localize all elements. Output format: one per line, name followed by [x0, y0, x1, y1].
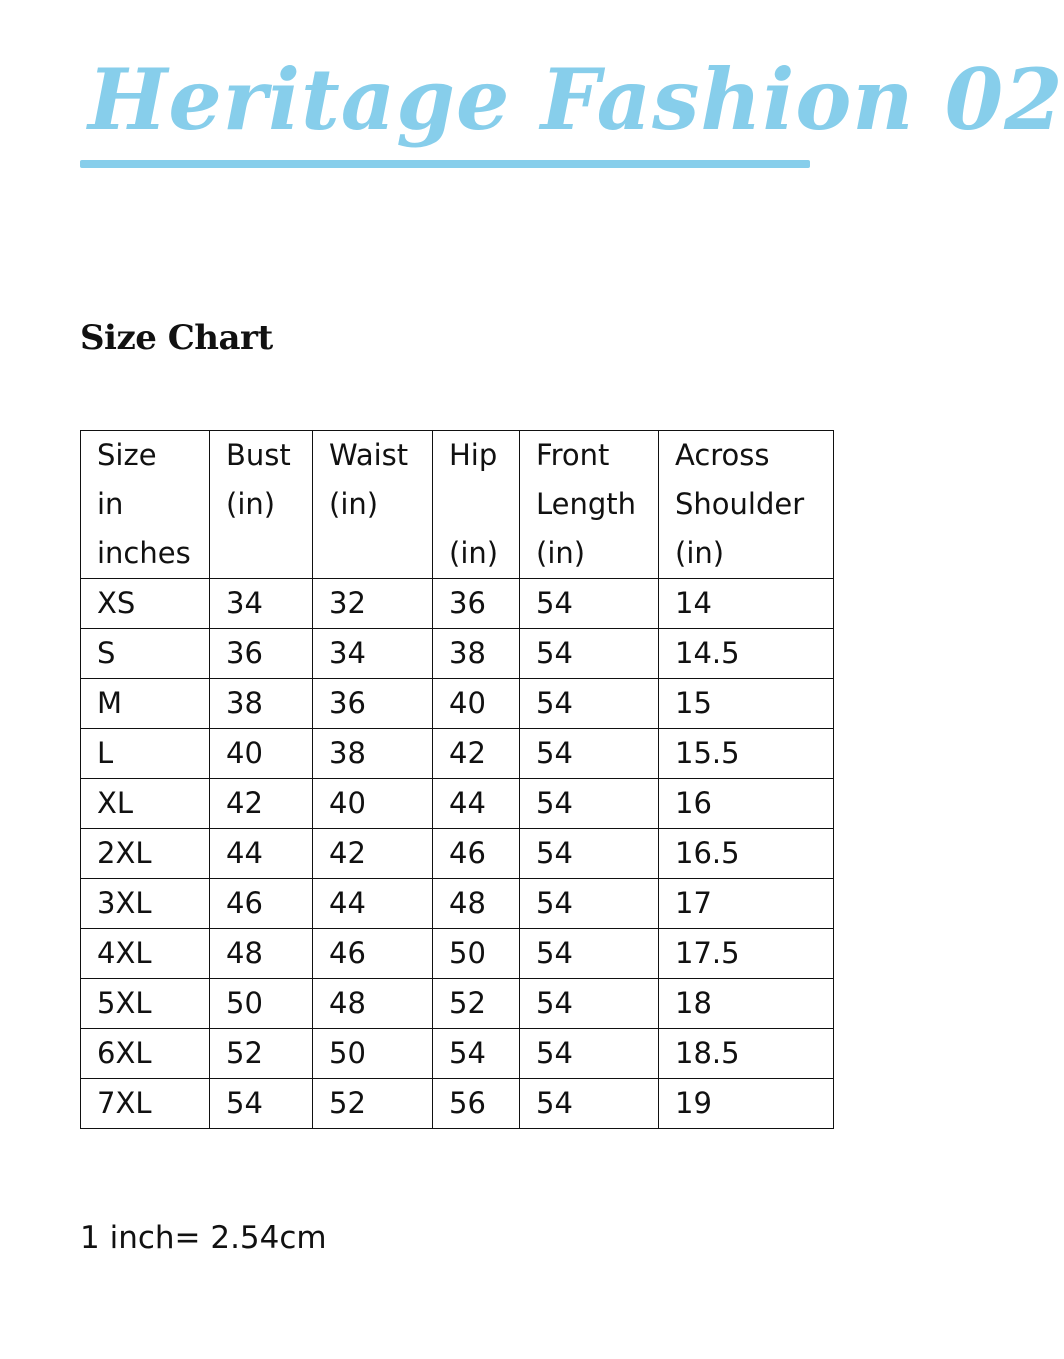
table-cell-hip: 54	[433, 1029, 520, 1079]
column-header-line: Size	[97, 438, 157, 472]
table-cell-across-shoulder: 14	[659, 579, 834, 629]
table-cell-front-length: 54	[520, 729, 659, 779]
table-cell-front-length: 54	[520, 979, 659, 1029]
table-cell-front-length: 54	[520, 1029, 659, 1079]
table-cell-across-shoulder: 15.5	[659, 729, 834, 779]
table-cell-bust: 46	[210, 879, 313, 929]
table-cell-across-shoulder: 15	[659, 679, 834, 729]
table-row	[81, 729, 834, 779]
table-cell-bust: 48	[210, 929, 313, 979]
column-header-bust	[210, 431, 313, 579]
column-header-line: Waist	[329, 438, 409, 472]
table-cell-across-shoulder: 14.5	[659, 629, 834, 679]
column-header-line: Front	[536, 438, 610, 472]
table-row	[81, 929, 834, 979]
table-cell-size: S	[81, 629, 210, 679]
column-header-front-length	[520, 431, 659, 579]
column-header-waist	[313, 431, 433, 579]
column-header-line: (in)	[449, 536, 499, 570]
table-cell-hip: 36	[433, 579, 520, 629]
table-cell-waist: 44	[313, 879, 433, 929]
table-cell-hip: 46	[433, 829, 520, 879]
table-cell-waist: 36	[313, 679, 433, 729]
table-cell-bust: 36	[210, 629, 313, 679]
table-cell-size: 4XL	[81, 929, 210, 979]
table-cell-bust: 52	[210, 1029, 313, 1079]
brand-title: Heritage Fashion 02	[88, 50, 1064, 149]
column-header-hip	[433, 431, 520, 579]
table-cell-hip: 50	[433, 929, 520, 979]
table-cell-waist: 52	[313, 1079, 433, 1129]
section-title: Size Chart	[80, 318, 273, 358]
column-header-line: Hip	[449, 438, 498, 472]
column-header-line: (in)	[536, 536, 586, 570]
column-header-line	[226, 529, 312, 578]
column-header-line: inches	[97, 536, 191, 570]
table-cell-waist: 32	[313, 579, 433, 629]
table-cell-front-length: 54	[520, 779, 659, 829]
table-cell-bust: 54	[210, 1079, 313, 1129]
table-cell-front-length: 54	[520, 679, 659, 729]
column-header-line	[449, 480, 519, 529]
table-row	[81, 829, 834, 879]
table-cell-size: 2XL	[81, 829, 210, 879]
column-header-line: (in)	[226, 487, 276, 521]
column-header-line: Shoulder	[675, 487, 805, 521]
column-header-line: (in)	[329, 487, 379, 521]
table-cell-size: 5XL	[81, 979, 210, 1029]
column-header-line: (in)	[675, 536, 725, 570]
table-row	[81, 979, 834, 1029]
table-cell-size: XS	[81, 579, 210, 629]
table-cell-size: L	[81, 729, 210, 779]
table-cell-across-shoulder: 19	[659, 1079, 834, 1129]
table-cell-front-length: 54	[520, 579, 659, 629]
column-header-line: Across	[675, 438, 770, 472]
table-cell-bust: 34	[210, 579, 313, 629]
table-cell-hip: 44	[433, 779, 520, 829]
table-cell-waist: 34	[313, 629, 433, 679]
column-header-line: Bust	[226, 438, 291, 472]
table-cell-front-length: 54	[520, 929, 659, 979]
table-cell-size: 7XL	[81, 1079, 210, 1129]
table-cell-front-length: 54	[520, 629, 659, 679]
table-cell-across-shoulder: 18	[659, 979, 834, 1029]
table-cell-hip: 56	[433, 1079, 520, 1129]
brand-underline	[80, 160, 810, 168]
table-cell-size: 3XL	[81, 879, 210, 929]
column-header-line: Length	[536, 487, 637, 521]
table-cell-hip: 48	[433, 879, 520, 929]
table-body	[81, 579, 834, 1129]
table-cell-front-length: 54	[520, 829, 659, 879]
table-cell-across-shoulder: 16.5	[659, 829, 834, 879]
table-cell-bust: 44	[210, 829, 313, 879]
table-cell-hip: 38	[433, 629, 520, 679]
table-row	[81, 1079, 834, 1129]
table-row	[81, 679, 834, 729]
table-header-row	[81, 431, 834, 579]
table-cell-across-shoulder: 16	[659, 779, 834, 829]
table-cell-waist: 48	[313, 979, 433, 1029]
table-cell-across-shoulder: 17	[659, 879, 834, 929]
conversion-note: 1 inch= 2.54cm	[80, 1220, 327, 1256]
table-cell-bust: 40	[210, 729, 313, 779]
table-cell-across-shoulder: 18.5	[659, 1029, 834, 1079]
table-cell-waist: 50	[313, 1029, 433, 1079]
column-header-line: in	[97, 487, 124, 521]
table-cell-waist: 46	[313, 929, 433, 979]
table-row	[81, 629, 834, 679]
table-cell-across-shoulder: 17.5	[659, 929, 834, 979]
table-row	[81, 879, 834, 929]
table-cell-waist: 38	[313, 729, 433, 779]
table-cell-bust: 38	[210, 679, 313, 729]
table-cell-size: M	[81, 679, 210, 729]
table-cell-bust: 50	[210, 979, 313, 1029]
column-header-across-shoulder	[659, 431, 834, 579]
table-cell-hip: 52	[433, 979, 520, 1029]
table-cell-hip: 42	[433, 729, 520, 779]
size-chart-table	[80, 430, 834, 1129]
brand-logo	[80, 50, 1064, 182]
table-row	[81, 1029, 834, 1079]
table-cell-front-length: 54	[520, 1079, 659, 1129]
column-header-size	[81, 431, 210, 579]
table-row	[81, 779, 834, 829]
table-cell-waist: 42	[313, 829, 433, 879]
table-row	[81, 579, 834, 629]
table-cell-front-length: 54	[520, 879, 659, 929]
table-cell-size: 6XL	[81, 1029, 210, 1079]
table-cell-bust: 42	[210, 779, 313, 829]
table-cell-waist: 40	[313, 779, 433, 829]
table-cell-size: XL	[81, 779, 210, 829]
column-header-line	[329, 529, 432, 578]
table-cell-hip: 40	[433, 679, 520, 729]
